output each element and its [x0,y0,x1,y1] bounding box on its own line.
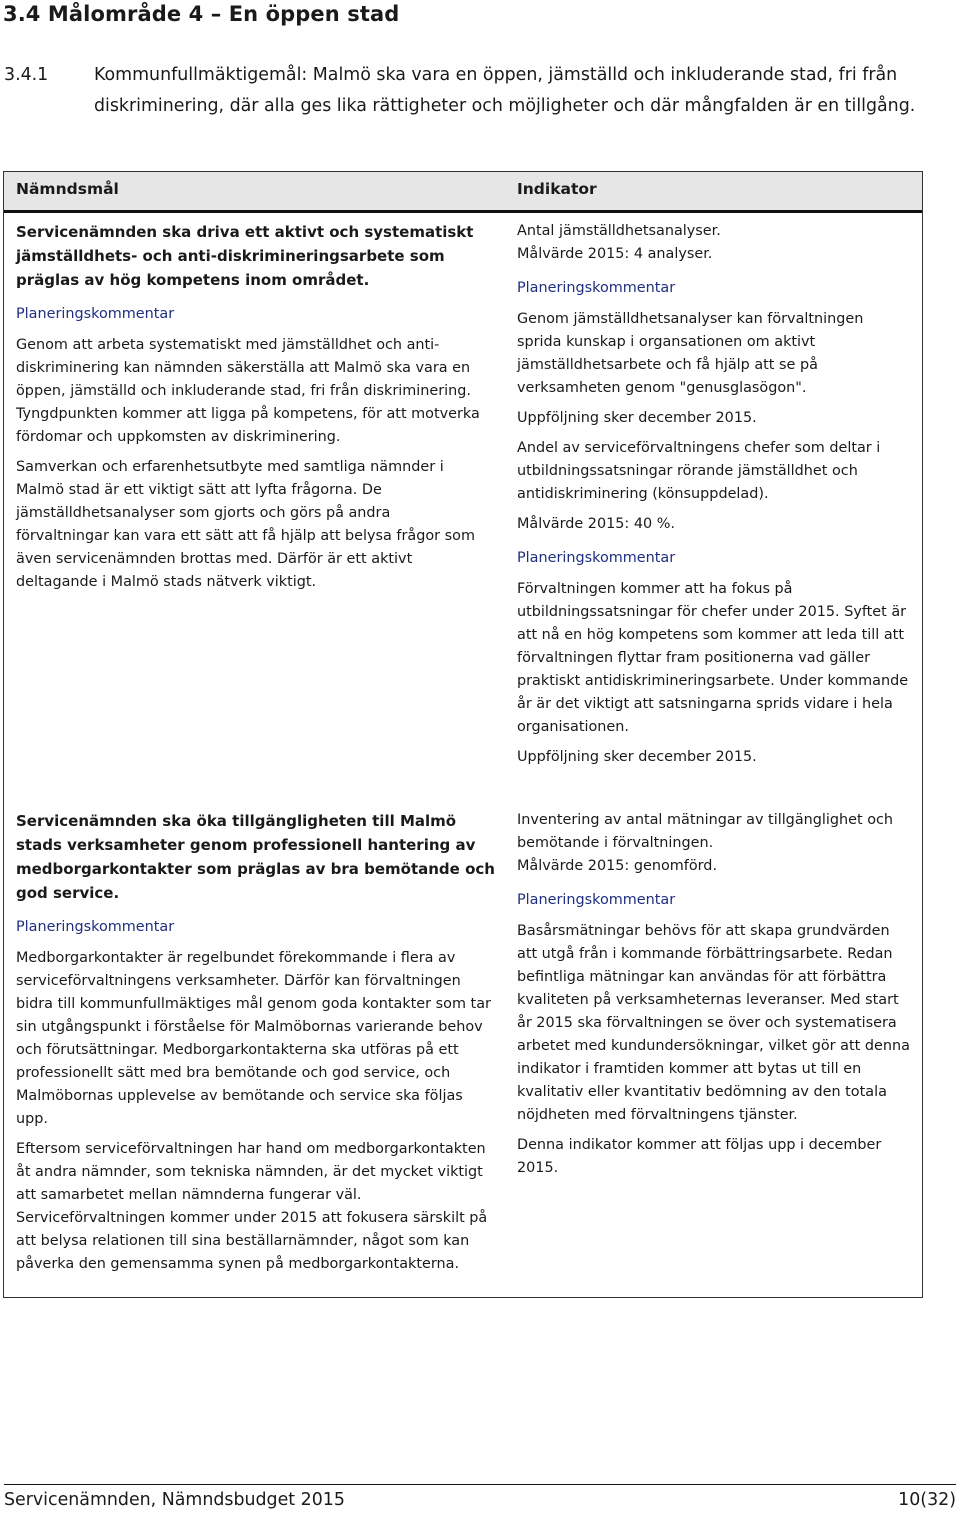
row1-indicator-1-target: Målvärde 2015: 4 analyser. [517,246,713,262]
row1-comment-label: Planeringskommentar [16,306,175,322]
row2-comment-p1: Medborgarkontakter är regelbundet förekommande i flera av serviceförvaltningens verksamheter. Därför kan förvaltningen bidra till kommunfullmäktiges mål genom goda kontakter som tar sin utgångspunkt i förståelse för Malmöbornas varierande behov och förutsättningar. Medborgarkontakterna ska utföras på ett professionellt sätt med bra bemötande och god service, och Malmöbornas upplevelse av bemötande och service ska följas upp. [16,950,491,1127]
goal-text: Kommunfullmäktigemål: Malmö ska vara en öppen, jämställd och inkluderande stad, fri från diskriminering, där alla ges lika rättigheter och möjligheter och där mångfalden är en tillgång. [94,65,916,116]
goal-number: 3.4.1 [4,65,49,85]
row1-indicator-1: Antal jämställdhetsanalyser. [517,223,721,239]
table-header [4,172,922,213]
row2-indicator-cell [517,809,912,1187]
row1-indicator-1-followup: Uppföljning sker december 2015. [517,410,757,426]
column-header-indicator: Indikator [517,180,597,198]
page-footer [4,1484,956,1510]
row1-goal-cell [16,220,486,601]
row2-goal-cell [16,809,496,1283]
row2-indicator-comment: Basårsmätningar behövs för att skapa grundvärden att utgå från i kommande förbättringsarbete. Redan befintliga mätningar kan användas för att förbättra kvaliteten på verksamheternas leveranser. Med start år 2015 ska förvaltningen se över och systematisera arbetet med kundundersökningar, vilket gör att denna indikator i framtiden kommer att bytas ut till en kvalitativ eller kvantitativ bedömning av den totala nöjdheten med förvaltningens tjänster. [517,923,910,1123]
row1-comment-p2: Samverkan och erfarenhetsutbyte med samtliga nämnder i Malmö stad är ett viktigt sätt att lyfta frågorna. De jämställdhetsanalyser som gjorts och görs på andra förvaltningar kan vara ett sätt att få hjälp att belysa frågor som även servicenämnden brottas med. Därför är ett aktivt deltagande i Malmö stads nätverk viktigt. [16,459,475,590]
row2-indicator-target: Målvärde 2015: genomförd. [517,858,718,874]
footer-document-title: Servicenämnden, Nämndsbudget 2015 [4,1490,345,1510]
row2-indicator-followup: Denna indikator kommer att följas upp i december 2015. [517,1137,882,1176]
goals-table [3,171,923,1298]
council-goal [4,60,954,122]
row1-indicator-2-followup: Uppföljning sker december 2015. [517,749,757,765]
section-heading: 3.4 Målområde 4 – En öppen stad [3,2,400,26]
row1-indicator-2-comment-label: Planeringskommentar [517,550,676,566]
row2-indicator: Inventering av antal mätningar av tillgänglighet och bemötande i förvaltningen. [517,812,894,851]
row1-comment-p1: Genom att arbeta systematiskt med jämställdhet och anti-diskriminering kan nämnden säkerställa att Malmö ska vara en öppen, jämställd och inkluderande stad, fri från diskriminering. Tyngdpunkten kommer att ligga på kompetens, för att motverka fördomar och uppkomsten av diskriminering. [16,337,480,445]
row1-indicator-2-comment: Förvaltningen kommer att ha fokus på utbildningssatsningar för chefer under 2015. Syftet är att nå en hög kompetens som kommer att leda till att förvaltningen flyttar fram positionerna vad gäller praktiskt antidiskrimineringsarbete. Under kommande år är det viktigt att satsningarna sprids vidare i hela organisationen. [517,581,909,735]
column-header-goal: Nämndsmål [16,180,119,198]
row1-indicator-2-target: Målvärde 2015: 40 %. [517,516,675,532]
row2-comment-label: Planeringskommentar [16,919,175,935]
row1-goal: Servicenämnden ska driva ett aktivt och systematiskt jämställdhets- och anti-diskrimineringsarbete som präglas av hög kompetens inom området. [16,223,474,289]
row2-goal: Servicenämnden ska öka tillgängligheten till Malmö stads verksamheter genom professionell hantering av medborgarkontakter som präglas av bra bemötande och god service. [16,812,495,902]
row1-indicator-1-comment-label: Planeringskommentar [517,280,676,296]
row1-indicator-1-comment: Genom jämställdhetsanalyser kan förvaltningen sprida kunskap i organsationen om aktivt jämställdhetsarbete och få hjälp att se på verksamheten genom "genusglasögon". [517,311,864,396]
row2-comment-p2: Eftersom serviceförvaltningen har hand om medborgarkontakten åt andra nämnder, som tekniska nämnden, är det mycket viktigt att samarbetet mellan nämnderna fungerar väl. Serviceförvaltningen kommer under 2015 att fokusera särskilt på att belysa relationen till sina beställarnämnder, något som kan påverka den gemensamma synen på medborgarkontakterna. [16,1141,488,1272]
row2-indicator-comment-label: Planeringskommentar [517,892,676,908]
footer-page-number: 10(32) [898,1490,956,1510]
row1-indicator-2: Andel av serviceförvaltningens chefer som deltar i utbildningssatsningar rörande jämställdhet och antidiskriminering (könsuppdelad). [517,440,881,502]
row1-indicator-cell [517,220,912,776]
